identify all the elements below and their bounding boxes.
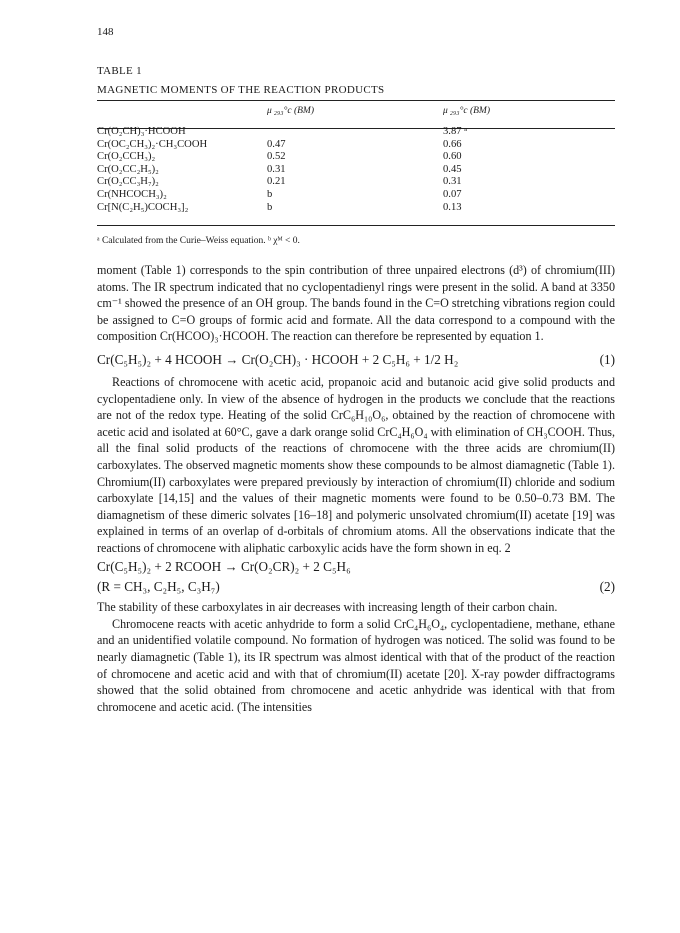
table-header-row [97,104,615,121]
moment-2-cell: 3.87 ᵃ [443,126,468,137]
moment-2-cell: 0.60 [443,151,462,163]
equation-2-substituents: (R = CH₃, C₂H₅, C₃H₇) [97,578,220,594]
moment-1-cell: 0.47 [267,138,286,150]
compound-cell: Cr(O₂CH)₃·HCOOH [97,126,186,137]
table-row [97,164,615,177]
compound-cell: Cr(O₂CC₃H₇)₂ [97,176,159,188]
moment-1-cell: 0.31 [267,163,286,175]
moment-2-cell: 0.45 [443,163,462,175]
equation-2-line-2 [97,579,615,596]
compound-cell: Cr(O₂CC₂H₅)₂ [97,163,159,175]
compound-cell: Cr[N(C₂H₅)COCH₃]₂ [97,201,189,213]
moment-2-cell: 0.07 [443,188,462,200]
table-top-rule [97,100,615,101]
paragraph-4: Chromocene reacts with acetic anhydride to form a solid CrC₄H₆O₄, cyclopentadiene, methane, ethane and an unidentified volatile compound. No formation of hydrogen was noticed. The solid was found to be nearly diamagnetic (Table 1), its IR spectrum was almost identical with that of the product of the reaction of chromocene and acetic acid and with that of chromium(II) acetate [20]. X-ray powder diffractograms showed that the solid obtained from chromocene and acetic anhydride was identical with that from chromocene and acetic acid. (The intensities [97,616,615,714]
table-row [97,121,615,139]
magnetic-moments-table [97,104,615,214]
moment-1-cell: b [267,201,273,213]
table-row [97,176,615,189]
table-row [97,139,615,152]
compound-cell: Cr(O₂CCH₃)₂ [97,151,156,163]
table-row [97,151,615,164]
header-moment-1: μ ₂₉₃°c (BM) [267,105,315,116]
paragraph-2: Reactions of chromocene with acetic acid, propanoic acid and butanoic acid give solid products and cyclopentadiene only. In view of the absence of hydrogen in the products we conclude that the reactions are not of the redox type. Heating of the solid CrC₆H₁₀O₆, obtained by the reaction of chromocene with acetic acid and isolated at 60°C, gave a dark orange solid CrC₄H₆O₄ with elimination of CH₃COOH. Thus, all the final solid products of the reactions of chromocene with the three acids are chromium(II) carboxylates. The observed magnetic moments show these compounds to be almost diamagnetic (Table 1). Chromium(II) carboxylates were prepared previously by interaction of chromium(II) chloride and sodium carboxylate [14,15] and the values of their magnetic moments were found to be 0.50–0.73 BM. The diamagnetism of these dimeric solvates [16–18] and polymeric unsolvated chromium(II) acetate [19] was explained in terms of an overlap of d-orbitals of chromium atoms. All the observations indicate that the reactions of chromocene with aliphatic carboxylic acids have the form shown in eq. 2 [97,375,615,555]
table-title: MAGNETIC MOMENTS OF THE REACTION PRODUCTS [97,84,385,96]
moment-1-cell: 0.52 [267,151,286,163]
equation-2-line-1: Cr(C₅H₅)₂ + 2 RCOOH → Cr(O₂CR)₂ + 2 C₅H₆ [97,559,351,575]
table-label: TABLE 1 [97,65,142,77]
header-moment-2: μ ₂₉₃°c (BM) [443,105,491,116]
compound-cell: Cr(NHCOCH₃)₂ [97,188,167,200]
moment-2-cell: 0.66 [443,138,462,150]
table-row [97,202,615,215]
moment-1-cell: b [267,188,273,200]
moment-1-cell [267,121,443,139]
table-bottom-rule [97,225,615,226]
body-text [97,262,615,715]
equation-1 [97,352,615,369]
compound-cell: Cr(OC₂CH₃)₂·CH₃COOH [97,138,208,150]
paragraph-1: moment (Table 1) corresponds to the spin contribution of three unpaired electrons (d³) of chromium(III) atoms. The IR spectrum indicated that no cyclopentadienyl rings were present in the solid. A band at 3350 cm⁻¹ showed the presence of an OH group. The bands found in the C=O stretching vibrations region could be assigned to C=O groups of formic acid and formate. All the data correspond to a compound with the composition Cr(HCOO)₃·HCOOH. The reaction can therefore be represented by equation 1. [97,263,615,344]
moment-2-cell: 0.31 [443,176,462,188]
table-row [97,189,615,202]
moment-2-cell: 0.13 [443,201,462,213]
table-footnote: ᵃ Calculated from the Curie–Weiss equation. ᵇ χᴹ < 0. [97,236,300,246]
equation-1-number: (1) [599,351,615,367]
header-compound [97,104,267,121]
equation-1-text: Cr(C₅H₅)₂ + 4 HCOOH → Cr(O₂CH)₃ · HCOOH + 2 C₅H₆ + 1/2 H₂ [97,351,459,367]
paragraph-3: The stability of these carboxylates in air decreases with increasing length of their carbon chain. [97,600,558,615]
moment-1-cell: 0.21 [267,176,286,188]
page-number: 148 [97,26,114,38]
equation-2-number: (2) [599,578,615,594]
